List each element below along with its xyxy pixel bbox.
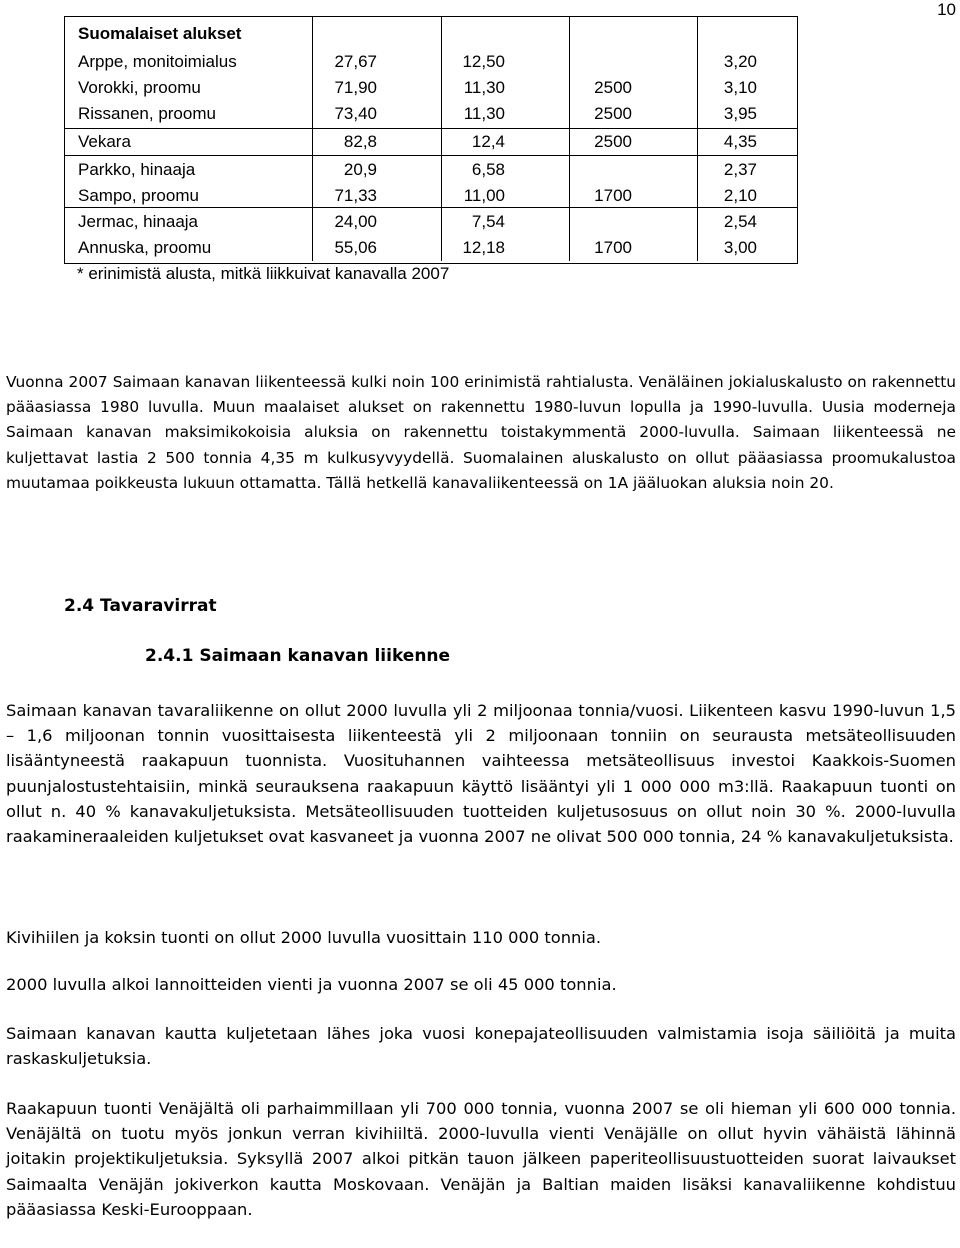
vessel-capacity: 1700 — [594, 238, 632, 257]
table-row — [65, 157, 797, 183]
paragraph-traffic: Saimaan kanavan tavaraliikenne on ollut 2000 luvulla yli 2 miljoonaa tonnia/vuosi. Liikenteen kasvu 1990-luvun 1,5 – 1,6 miljoonan tonnin vuosittaisesta liikenteestä yli 2 miljoonaan tonniin on seurausta metsäteollisuuden lisääntyneestä raakapuun tuonnista. Vuosituhannen vaihteessa metsäteollisuus investoi Kaakkois-Suomen puunjalostustehtaisiin, minkä seurauksena raakapuun käyttö lisääntyi yli 1 000 000 m3:llä. Raakapuun tuonti on ollut n. 40 % kanavakuljetuksista. Metsäteollisuuden tuotteiden kuljetusosuus on ollut noin 30 %. 2000-luvulla raakamineraaleiden kuljetukset ovat kasvaneet ja vuonna 2007 ne olivat 500 000 tonnia, 24 % kanavakuljetuksista. — [6, 701, 956, 847]
paragraph-vessels: Vuonna 2007 Saimaan kanavan liikenteessä kulki noin 100 erinimistä rahtialusta. Venäläinen jokialuskalusto on rakennettu pääasiassa 1980 luvulla. Muun maalaiset alukset on rakennettu 1980-luvun lopulla ja 1990-luvulla. Uusia moderneja Saimaan kanavan maksimikokoisia aluksia on rakennettu toistakymmentä 2000-luvulla. Saimaan liikenteessä ne kuljettavat lastia 2 500 tonnia 4,35 m kulkusyvyydellä. Suomalainen aluskalusto on ollut pääasiassa proomukalustoa muutamaa poikkeusta lukuun ottamatta. Tällä hetkellä kanavaliikenteessä on 1A jääluokan aluksia noin 20. — [6, 373, 956, 492]
table-row — [65, 101, 797, 127]
vessel-draught: 3,00 — [723, 238, 757, 257]
vessel-draught: 3,10 — [723, 78, 757, 97]
vessel-draught: 2,54 — [723, 212, 757, 231]
vessel-width: 6,58 — [471, 160, 505, 179]
vessel-name: Arppe, monitoimialus — [78, 52, 237, 71]
vessel-width: 11,00 — [463, 186, 505, 205]
table-row — [65, 235, 797, 261]
table-row — [65, 129, 797, 155]
table-row — [65, 49, 797, 75]
vessel-draught: 2,10 — [723, 186, 757, 205]
vessel-width: 7,54 — [471, 212, 505, 231]
vessel-length: 27,67 — [334, 52, 377, 71]
vessel-name: Jermac, hinaaja — [78, 212, 199, 231]
vessel-draught: 3,20 — [723, 52, 757, 71]
vessel-length: 71,33 — [334, 186, 377, 205]
vessel-length: 55,06 — [334, 238, 377, 257]
vessel-name: Vorokki, proomu — [78, 78, 201, 97]
vessel-width: 11,30 — [463, 104, 505, 123]
vessel-capacity: 2500 — [594, 132, 632, 151]
vessel-width: 12,18 — [462, 238, 505, 257]
page-number: 10 — [937, 0, 956, 19]
vessel-name: Annuska, proomu — [78, 238, 212, 257]
section-heading-2-4-1: 2.4.1 Saimaan kanavan liikenne — [145, 646, 451, 666]
vessel-draught: 2,37 — [723, 160, 757, 179]
table-title-row — [65, 21, 797, 47]
paragraph-coal: Kivihiilen ja koksin tuonti on ollut 2000 luvulla vuosittain 110 000 tonnia. — [6, 928, 602, 947]
table-row — [65, 75, 797, 101]
vessel-length: 71,90 — [334, 78, 377, 97]
vessel-capacity: 2500 — [594, 104, 632, 123]
vessel-length: 73,40 — [334, 104, 377, 123]
vessel-name: Vekara — [78, 132, 131, 151]
vessel-width: 12,50 — [462, 52, 505, 71]
paragraph-heavy-transports: Saimaan kanavan kautta kuljetetaan lähes joka vuosi konepajateollisuuden valmistamia isoja säiliöitä ja muita raskaskuljetuksia. — [6, 1024, 956, 1069]
table-title: Suomalaiset alukset — [78, 24, 242, 43]
vessel-capacity: 2500 — [594, 78, 632, 97]
vessel-length: 24,00 — [334, 212, 377, 231]
paragraph-russia: Raakapuun tuonti Venäjältä oli parhaimmillaan yli 700 000 tonnia, vuonna 2007 se oli hieman yli 600 000 tonnia. Venäjältä on tuotu myös jonkun verran kivihiiltä. 2000-luvulla vienti Venäjälle on ollut hyvin vähäistä lähinnä joitakin projektikuljetuksia. Syksyllä 2007 alkoi pitkän tauon jälkeen paperiteollisuustuotteiden suorat laivaukset Saimaalta Venäjän jokiverkon kautta Moskovaan. Venäjän ja Baltian maiden lisäksi kanavaliikenne kohdistuu pääasiassa Keski-Eurooppaan. — [6, 1099, 956, 1219]
paragraph-fertilizers: 2000 luvulla alkoi lannoitteiden vienti ja vuonna 2007 se oli 45 000 tonnia. — [6, 975, 617, 994]
vessel-capacity: 1700 — [594, 186, 632, 205]
vessel-width: 12,4 — [471, 132, 505, 151]
vessel-draught: 3,95 — [723, 104, 757, 123]
section-heading-2-4: 2.4 Tavaravirrat — [64, 596, 217, 616]
vessel-name: Sampo, proomu — [78, 186, 199, 205]
table-footnote: * erinimistä alusta, mitkä liikkuivat kanavalla 2007 — [77, 264, 450, 283]
vessel-name: Parkko, hinaaja — [78, 160, 196, 179]
vessel-draught: 4,35 — [723, 132, 757, 151]
vessel-length: 20,9 — [343, 160, 377, 179]
table-row — [65, 209, 797, 235]
vessel-width: 11,30 — [463, 78, 505, 97]
row-divider — [65, 155, 797, 156]
vessel-table — [64, 16, 798, 264]
vessel-length: 82,8 — [343, 132, 377, 151]
vessel-name: Rissanen, proomu — [78, 104, 216, 123]
table-row — [65, 183, 797, 209]
